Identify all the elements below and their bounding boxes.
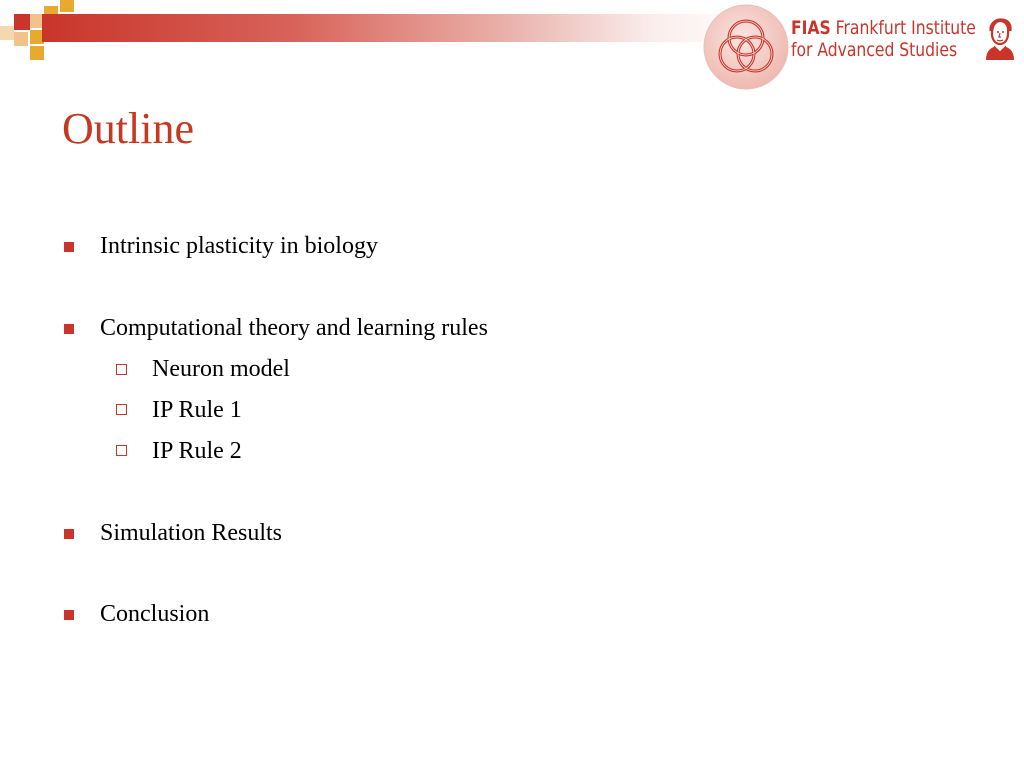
filled-square-bullet-icon	[64, 529, 74, 539]
sub-bullet-item: Neuron model	[152, 356, 290, 382]
hollow-square-bullet-icon	[116, 364, 127, 375]
sub-bullet-item: IP Rule 1	[152, 397, 242, 423]
logo-wordmark	[791, 17, 976, 61]
filled-square-bullet-icon	[64, 610, 74, 620]
goethe-portrait-icon	[978, 16, 1022, 60]
bullet-item: Simulation Results	[100, 520, 283, 546]
logo-line1: Frankfurt Institute	[830, 17, 976, 39]
header-band	[42, 14, 762, 42]
fias-logo-icon	[703, 4, 789, 90]
slide-title: Outline	[62, 104, 194, 153]
decor-square	[30, 46, 44, 60]
hollow-square-bullet-icon	[116, 404, 127, 415]
decor-square	[14, 14, 30, 30]
bullet-item: Conclusion	[100, 601, 210, 627]
decor-square	[0, 26, 14, 40]
hollow-square-bullet-icon	[116, 445, 127, 456]
sub-bullet-item: IP Rule 2	[152, 438, 242, 464]
filled-square-bullet-icon	[64, 242, 74, 252]
filled-square-bullet-icon	[64, 324, 74, 334]
logo-fias: FIAS	[791, 17, 831, 39]
logo-line2: for Advanced Studies	[791, 39, 958, 61]
bullet-item: Intrinsic plasticity in biology	[100, 233, 378, 259]
bullet-item: Computational theory and learning rules	[100, 315, 488, 341]
decor-square	[60, 0, 74, 12]
decor-square	[14, 32, 28, 46]
